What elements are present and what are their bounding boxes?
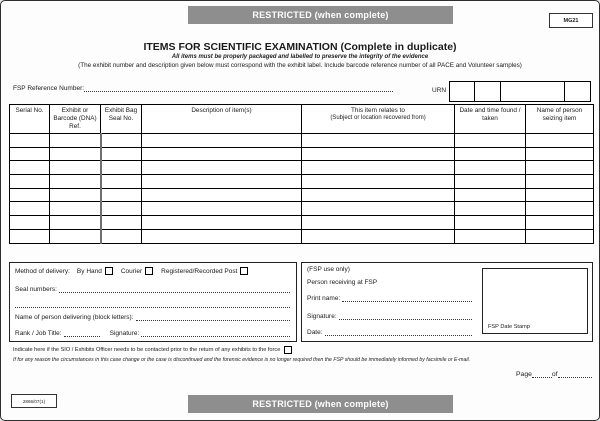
fsp-date-stamp-box [482,268,588,334]
table-cell[interactable] [302,216,455,230]
table-header-cell [526,105,594,134]
column-label: Exhibit or Barcode (DNA) Ref. [53,107,97,130]
table-cell[interactable] [10,188,50,202]
fsp-signature-fill-line[interactable] [339,313,472,320]
table-cell[interactable] [142,216,302,230]
delivery-method-row [15,267,290,275]
fsp-print-name-fill-line[interactable] [342,295,472,302]
table-cell[interactable] [101,175,142,189]
table-cell[interactable] [101,202,142,216]
table-cell[interactable] [142,188,302,202]
table-header-cell [302,105,455,134]
table-cell[interactable] [526,175,594,189]
table-cell[interactable] [302,202,455,216]
delivery-option-label: Registered/Recorded Post [161,267,238,275]
table-row [10,188,594,202]
table-cell[interactable] [101,216,142,230]
table-cell[interactable] [455,188,526,202]
table-cell[interactable] [455,216,526,230]
delivery-option-label: Courier [120,267,143,275]
page-number-row [516,371,592,378]
table-cell[interactable] [142,161,302,175]
table-cell[interactable] [10,161,50,175]
exhibits-table [9,104,594,244]
seal-numbers-fill-line[interactable] [59,286,290,293]
fsp-date-stamp-label: FSP Date Stamp [488,324,530,330]
table-cell[interactable] [50,147,101,161]
table-row [10,147,594,161]
deliverer-signature-fill-line[interactable] [141,330,290,337]
fsp-use-only-label: (FSP use only) [307,266,350,273]
table-cell[interactable] [142,229,302,243]
form-subtitle: All items must be properly packaged and labelled to preserve the integrity of the evidence [171,54,429,60]
table-cell[interactable] [455,175,526,189]
table-cell[interactable] [50,188,101,202]
rank-signature-row [15,330,290,337]
delivery-option [77,267,113,275]
urn-cell[interactable] [475,82,501,101]
discontinued-note: If for any reason the circumstances in this case change or the case is discontinued and the forensic evidence is no longer required then the FSP should be immediately informed by facsimile or E-mail. [13,357,471,363]
person-delivering-fill-line[interactable] [136,314,291,321]
urn-label: URN [432,87,447,94]
table-row [10,216,594,230]
table-cell[interactable] [101,188,142,202]
sio-contact-note [13,346,292,354]
table-cell[interactable] [50,134,101,148]
fsp-reference-fill-line[interactable] [84,85,393,92]
urn-cell[interactable] [501,82,565,101]
page-number-fill-line[interactable] [532,371,552,378]
table-row [10,229,594,243]
table-cell[interactable] [142,202,302,216]
table-cell[interactable] [101,147,142,161]
table-cell[interactable] [455,202,526,216]
sio-contact-note-text: Indicate here if the SIO / Exhibits Officer needs to be contacted prior to the return of any exhibits to the force [13,347,281,353]
fsp-reference-label: FSP Reference Number: [13,85,85,92]
form-code-badge: MG21 [549,13,593,28]
form-ref-badge: 2866/07(1) [11,394,57,408]
table-cell[interactable] [455,229,526,243]
page-label: Page [516,371,532,378]
delivery-option [161,267,248,275]
page-total-fill-line[interactable] [558,371,592,378]
fsp-print-name-row [307,295,472,302]
person-delivering-label: Name of person delivering (block letters): [15,314,134,321]
table-cell[interactable] [302,175,455,189]
table-row [10,134,594,148]
fsp-reference-row [13,85,393,92]
table-cell[interactable] [526,202,594,216]
column-label: Name of person seizing item [536,107,583,122]
table-header-cell [50,105,101,134]
table-cell[interactable] [101,134,142,148]
table-cell[interactable] [50,161,101,175]
table-cell[interactable] [10,229,50,243]
seal-numbers-row [15,286,290,293]
exhibits-table-body [10,134,594,244]
column-label: Serial No. [15,107,44,114]
delivery-section [9,262,297,342]
table-row [10,175,594,189]
table-cell[interactable] [302,134,455,148]
table-cell[interactable] [526,188,594,202]
table-header-cell [101,105,142,134]
table-cell[interactable] [10,175,50,189]
fsp-date-label: Date: [307,329,323,336]
table-cell[interactable] [101,229,142,243]
table-cell[interactable] [526,161,594,175]
table-cell[interactable] [142,134,302,148]
fsp-date-row [307,329,472,336]
seal-numbers-label: Seal numbers: [15,286,57,293]
column-label: Date and time found / taken [459,107,521,122]
fsp-signature-label: Signature: [307,313,337,320]
form-title: ITEMS FOR SCIENTIFIC EXAMINATION (Complete in duplicate) [143,41,457,53]
table-row [10,161,594,175]
fsp-section [301,262,593,342]
urn-box [449,81,591,102]
seal-numbers-continuation-row [15,301,290,308]
table-cell[interactable] [455,161,526,175]
person-delivering-row [15,314,290,321]
delivery-option-checkbox-registered-recorded-post[interactable] [240,267,248,275]
table-cell[interactable] [10,147,50,161]
column-label: Description of item(s) [191,107,252,114]
table-header-cell [10,105,50,134]
page-of-label: of [551,371,558,378]
table-cell[interactable] [10,134,50,148]
form-instruction: (The exhibit number and description given below must correspond with the exhibit label. Include barcode reference number of all PACE and Volunteer samples) [78,61,522,69]
fsp-receiving-label: Person receiving at FSP [307,279,378,286]
restricted-banner-top: RESTRICTED (when complete) [188,6,453,24]
table-header-cell [142,105,302,134]
table-cell[interactable] [101,161,142,175]
table-cell[interactable] [455,147,526,161]
sio-contact-checkbox[interactable] [284,346,292,354]
table-cell[interactable] [526,134,594,148]
table-cell[interactable] [50,202,101,216]
table-cell[interactable] [10,216,50,230]
table-cell[interactable] [526,147,594,161]
delivery-option-label: By Hand [76,267,102,275]
urn-cell[interactable] [450,82,475,101]
fsp-signature-row [307,313,472,320]
column-label: Exhibit Bag Seal No. [104,107,138,122]
table-header-cell [455,105,526,134]
table-cell[interactable] [142,147,302,161]
fsp-print-name-label: Print name: [307,295,341,302]
table-row [10,202,594,216]
rank-fill-line[interactable] [64,330,100,337]
table-cell[interactable] [50,229,101,243]
table-cell[interactable] [526,216,594,230]
deliverer-signature-label: Signature: [109,330,140,337]
column-label: This item relates to [351,107,405,114]
table-cell[interactable] [50,216,101,230]
table-cell[interactable] [302,188,455,202]
delivery-options [72,267,249,275]
table-cell[interactable] [10,202,50,216]
table-cell[interactable] [526,229,594,243]
delivery-option [121,267,153,275]
column-sublabel: (Subject or location recovered from) [330,115,426,121]
fsp-date-fill-line[interactable] [325,329,472,336]
urn-cell[interactable] [565,82,590,101]
exhibits-table-header [10,105,594,134]
delivery-option-checkbox-by-hand[interactable] [105,267,113,275]
table-cell[interactable] [455,134,526,148]
delivery-method-label: Method of delivery: [15,268,70,275]
rank-label: Rank / Job Title: [15,330,62,337]
delivery-option-checkbox-courier[interactable] [145,267,153,275]
table-cell[interactable] [302,229,455,243]
restricted-banner-bottom: RESTRICTED (when complete) [188,395,453,413]
table-cell[interactable] [302,161,455,175]
table-cell[interactable] [142,175,302,189]
table-cell[interactable] [50,175,101,189]
seal-numbers-fill-line-2[interactable] [15,301,290,308]
table-cell[interactable] [302,147,455,161]
